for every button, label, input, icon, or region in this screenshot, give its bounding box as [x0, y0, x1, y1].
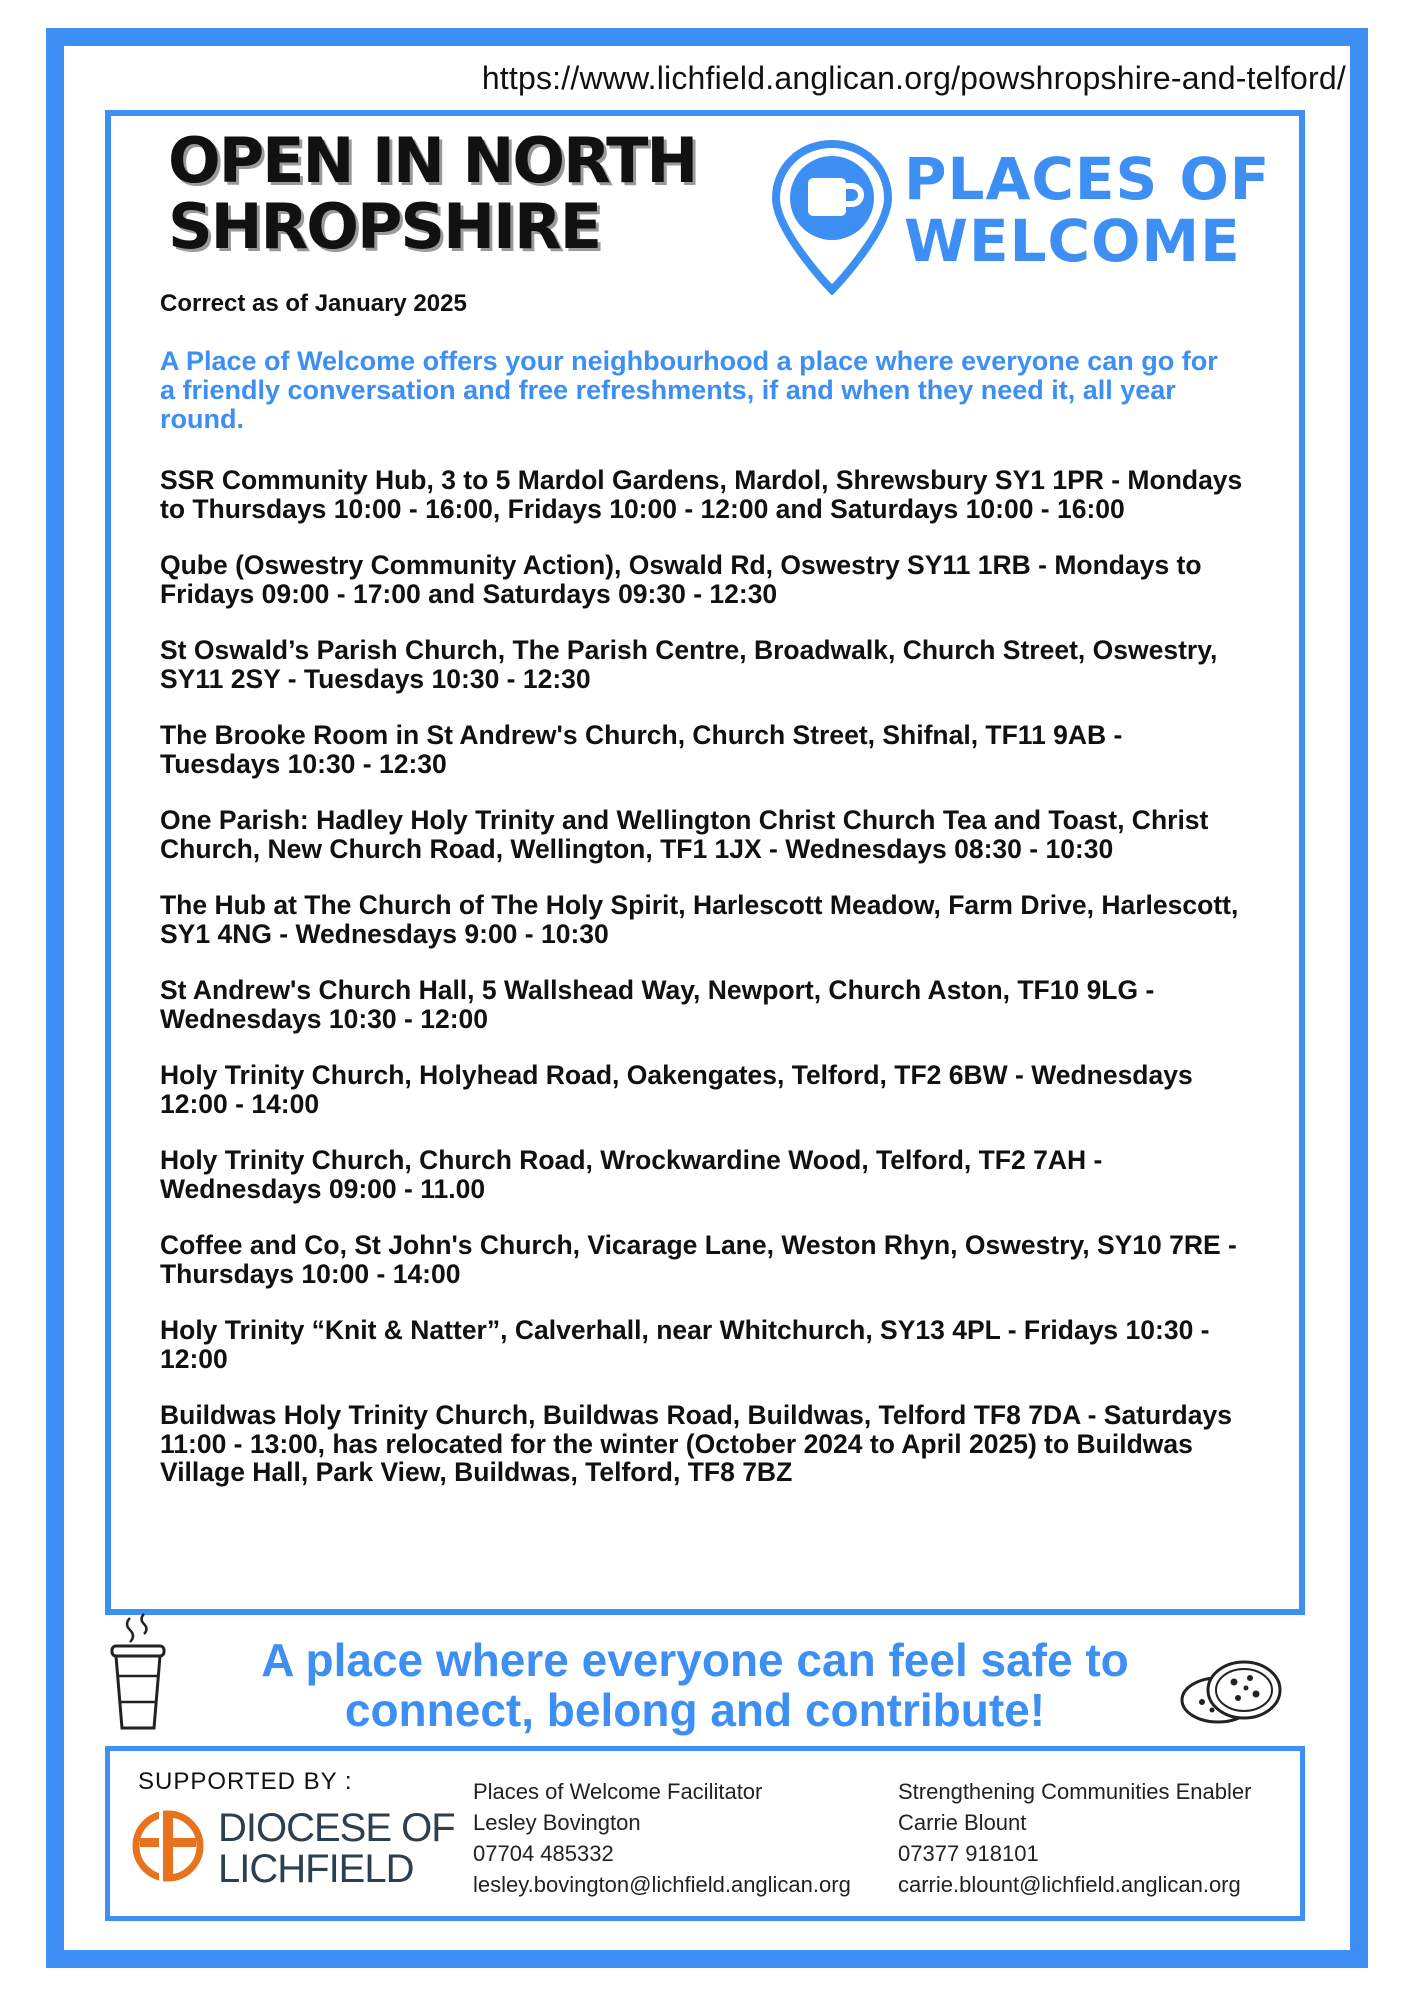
logo-line-1: PLACES OF: [904, 145, 1271, 213]
contact-name: Carrie Blount: [898, 1810, 1027, 1835]
diocese-line-1: DIOCESE OF: [218, 1806, 455, 1850]
website-url[interactable]: https://www.lichfield.anglican.org/powshropshire-and-telford/: [481, 60, 1346, 96]
venue-item: The Hub at The Church of The Holy Spirit, Harlescott Meadow, Farm Drive, Harlescott, SY1 4NG - Wednesdays 9:00 - 10:30: [160, 890, 1239, 949]
cookies-icon: [1176, 1650, 1286, 1730]
intro-text: A Place of Welcome offers your neighbourhood a place where everyone can go for a friendly conversation and free refreshments, if and when they need it, all year round.: [160, 346, 1218, 434]
contact-email[interactable]: lesley.bovington@lichfield.anglican.org: [473, 1872, 851, 1897]
tagline-line-2: connect, belong and contribute!: [344, 1684, 1046, 1736]
contact-role: Places of Welcome Facilitator: [473, 1779, 763, 1804]
venue-item: SSR Community Hub, 3 to 5 Mardol Gardens, Mardol, Shrewsbury SY1 1PR - Mondays to Thursdays 10:00 - 16:00, Fridays 10:00 - 12:00 and Saturdays 10:00 - 16:00: [160, 465, 1243, 524]
venue-item: Holy Trinity Church, Holyhead Road, Oakengates, Telford, TF2 6BW - Wednesdays 12:00 - 14:00: [160, 1060, 1193, 1119]
diocese-line-2: LICHFIELD: [218, 1847, 414, 1891]
diocese-logo-text: [218, 1808, 455, 1890]
venue-item: Buildwas Holy Trinity Church, Buildwas Road, Buildwas, Telford TF8 7DA - Saturdays 11:00 - 13:00, has relocated for the winter (October 2024 to April 2025) to Buildwas Village Hall, Park View, Buildwas, Telford, TF8 7BZ: [160, 1400, 1232, 1487]
contact-facilitator: [473, 1776, 851, 1900]
headline-line-2: SHROPSHIRE: [168, 190, 601, 263]
venue-item: Holy Trinity “Knit & Natter”, Calverhall, near Whitchurch, SY13 4PL - Fridays 10:30 - 12:00: [160, 1315, 1210, 1374]
places-of-welcome-logo-text: [904, 145, 1271, 275]
headline-line-1: OPEN IN NORTH: [168, 124, 697, 197]
venue-item: St Andrew's Church Hall, 5 Wallshead Way, Newport, Church Aston, TF10 9LG - Wednesdays 10:30 - 12:00: [160, 975, 1155, 1034]
map-pin-cup-icon: [772, 140, 892, 295]
venue-item: One Parish: Hadley Holy Trinity and Wellington Christ Church Tea and Toast, Christ Church, New Church Road, Wellington, TF1 1JX - Wednesdays 08:30 - 10:30: [160, 805, 1209, 864]
venue-item: The Brooke Room in St Andrew's Church, Church Street, Shifnal, TF11 9AB - Tuesdays 10:30 - 12:30: [160, 720, 1123, 779]
diocese-cross-icon: [130, 1808, 206, 1884]
date-note: Correct as of January 2025: [160, 290, 467, 317]
venue-item: St Oswald’s Parish Church, The Parish Centre, Broadwalk, Church Street, Oswestry, SY11 2SY - Tuesdays 10:30 - 12:30: [160, 635, 1218, 694]
contact-phone[interactable]: 07704 485332: [473, 1841, 614, 1866]
tagline-line-1: A place where everyone can feel safe to: [261, 1634, 1129, 1686]
tagline: [180, 1635, 1210, 1735]
venue-item: Qube (Oswestry Community Action), Oswald Rd, Oswestry SY11 1RB - Mondays to Fridays 09:00 - 17:00 and Saturdays 09:30 - 12:30: [160, 550, 1202, 609]
venue-list: [160, 466, 1250, 1515]
contact-name: Lesley Bovington: [473, 1810, 641, 1835]
contact-phone[interactable]: 07377 918101: [898, 1841, 1039, 1866]
supported-by-label: SUPPORTED BY :: [138, 1768, 353, 1795]
takeaway-cup-icon: [106, 1612, 170, 1732]
contact-email[interactable]: carrie.blount@lichfield.anglican.org: [898, 1872, 1241, 1897]
contact-role: Strengthening Communities Enabler: [898, 1779, 1252, 1804]
contact-enabler: [898, 1776, 1251, 1900]
venue-item: Coffee and Co, St John's Church, Vicarage Lane, Weston Rhyn, Oswestry, SY10 7RE - Thursdays 10:00 - 14:00: [160, 1230, 1237, 1289]
poster-headline: [168, 124, 697, 263]
venue-item: Holy Trinity Church, Church Road, Wrockwardine Wood, Telford, TF2 7AH - Wednesdays 09:00 - 11.00: [160, 1145, 1103, 1204]
logo-line-2: WELCOME: [904, 207, 1241, 275]
